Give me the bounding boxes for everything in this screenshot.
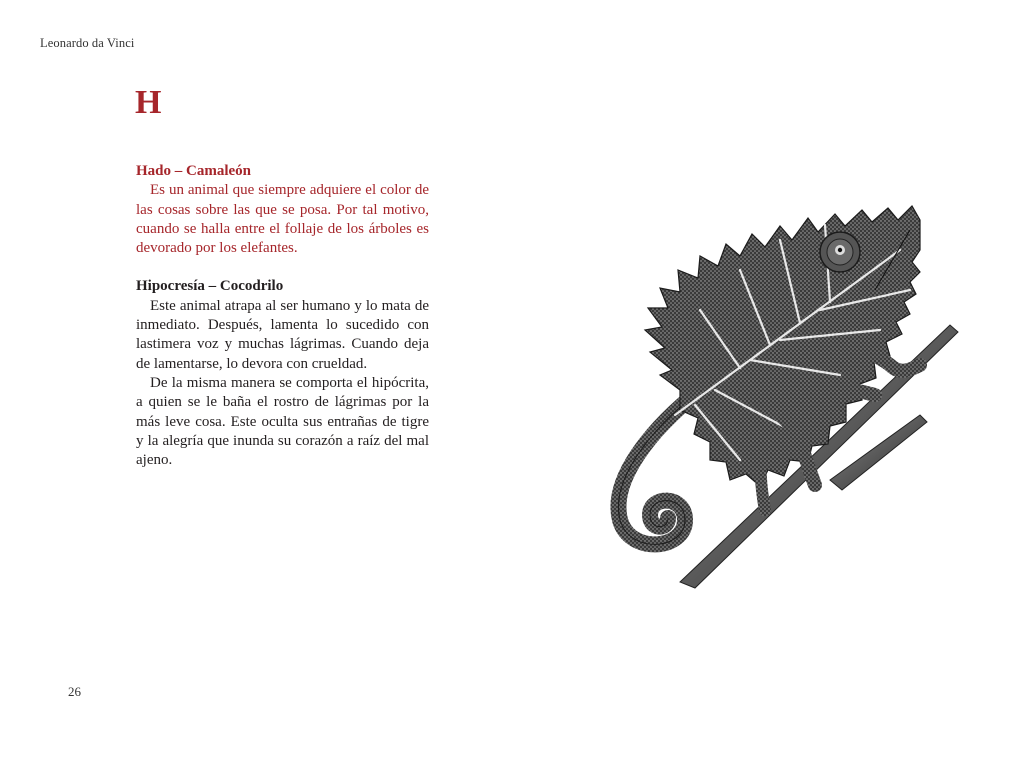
- entry-title: Hipocresía – Cocodrilo: [136, 278, 284, 295]
- entry-paragraph: Es un animal que siempre adquiere el color de las cosas sobre las que se posa. Por tal motivo, cuando se halla entre el follaje de los árboles es devorado por los elefantes.: [136, 182, 429, 257]
- entry-hado-camaleon: [136, 162, 429, 258]
- entry-paragraph: De la misma manera se comporta el hipócrita, a quien se le baña el rostro de lágrimas por la más leve cosa. Este oculta sus entrañas de tigre y la alegría que inunda su corazón a raíz del mal ajeno.: [136, 374, 429, 469]
- entry-paragraph: Este animal atrapa al ser humano y lo mata de inmediato. Después, lamenta lo sucedido con lastimera voz y muchas lágrimas. Cuando deja de lamentarse, lo devora con crueldad.: [136, 297, 429, 372]
- entry-title: Hado – Camaleón: [136, 163, 252, 179]
- chameleon-leaf-icon: [590, 190, 960, 590]
- chapter-letter: H: [135, 84, 162, 121]
- text-column: [136, 162, 429, 489]
- entry-hipocresia-cocodrilo: [136, 277, 429, 470]
- page-number: 26: [68, 684, 81, 699]
- running-head: Leonardo da Vinci: [40, 36, 135, 50]
- chameleon-illustration: [590, 190, 960, 590]
